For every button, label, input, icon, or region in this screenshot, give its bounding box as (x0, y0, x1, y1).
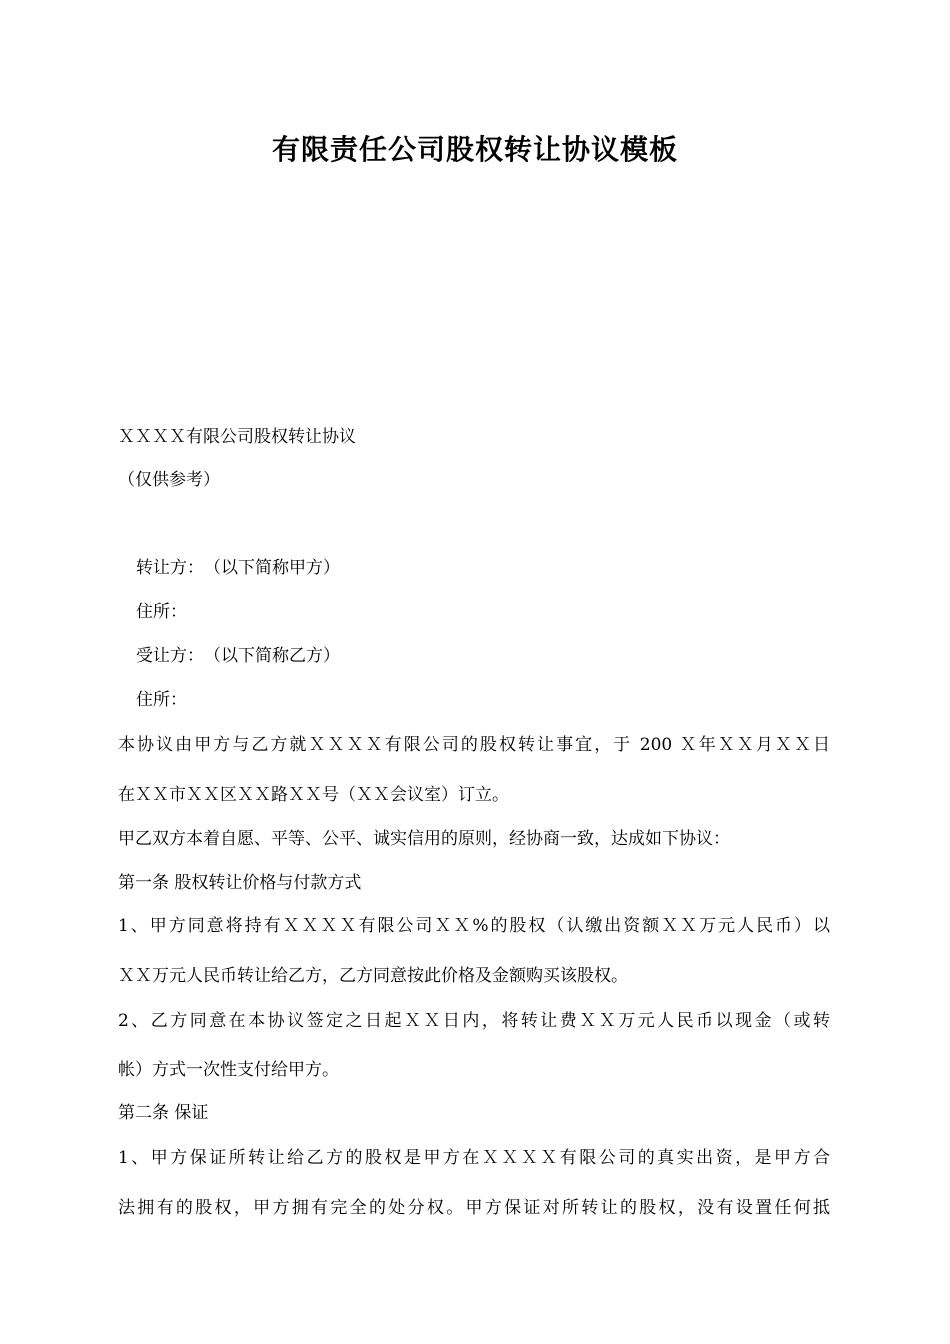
article-1-item-1-line-2: ＸＸ万元人民币转让给乙方，乙方同意按此价格及金额购买该股权。 (118, 966, 628, 986)
agreement-heading: ＸＸＸＸ有限公司股权转让协议 (118, 427, 356, 447)
article-1-item-2-line-2: 帐）方式一次性支付给甲方。 (118, 1060, 339, 1080)
transferee-address-line: 住所： (136, 690, 187, 710)
article-2-item-1-line-1: 1、甲方保证所转让给乙方的股权是甲方在ＸＸＸＸ有限公司的真实出资，是甲方合 (118, 1148, 830, 1168)
article-1-item-2-line-1: 2、乙方同意在本协议签定之日起ＸＸ日内，将转让费ＸＸ万元人民币以现金（或转 (118, 1011, 830, 1031)
article-2-heading: 第二条 保证 (118, 1103, 209, 1123)
transferor-address-line: 住所： (136, 602, 187, 622)
article-1-heading: 第一条 股权转让价格与付款方式 (118, 873, 362, 893)
intro-paragraph-line-1: 本协议由甲方与乙方就ＸＸＸＸ有限公司的股权转让事宜，于 200 Ｘ年ＸＸ月ＸＸ日 (118, 735, 830, 755)
document-title: 有限责任公司股权转让协议模板 (271, 133, 678, 166)
transferee-line: 受让方： （以下简称乙方） (136, 646, 340, 666)
article-1-item-1-line-1: 1、甲方同意将持有ＸＸＸＸ有限公司ＸＸ%的股权（认缴出资额ＸＸ万元人民币）以 (118, 916, 830, 936)
principle-paragraph: 甲乙双方本着自愿、平等、公平、诚实信用的原则，经协商一致，达成如下协议： (118, 829, 730, 849)
reference-note: （仅供参考） (118, 470, 220, 490)
article-2-item-1-line-2: 法拥有的股权，甲方拥有完全的处分权。甲方保证对所转让的股权，没有设置任何抵 (118, 1198, 830, 1218)
transferor-line: 转让方： （以下简称甲方） (136, 558, 340, 578)
intro-paragraph-line-2: 在ＸＸ市ＸＸ区ＸＸ路ＸＸ号（ＸＸ会议室）订立。 (118, 785, 509, 805)
